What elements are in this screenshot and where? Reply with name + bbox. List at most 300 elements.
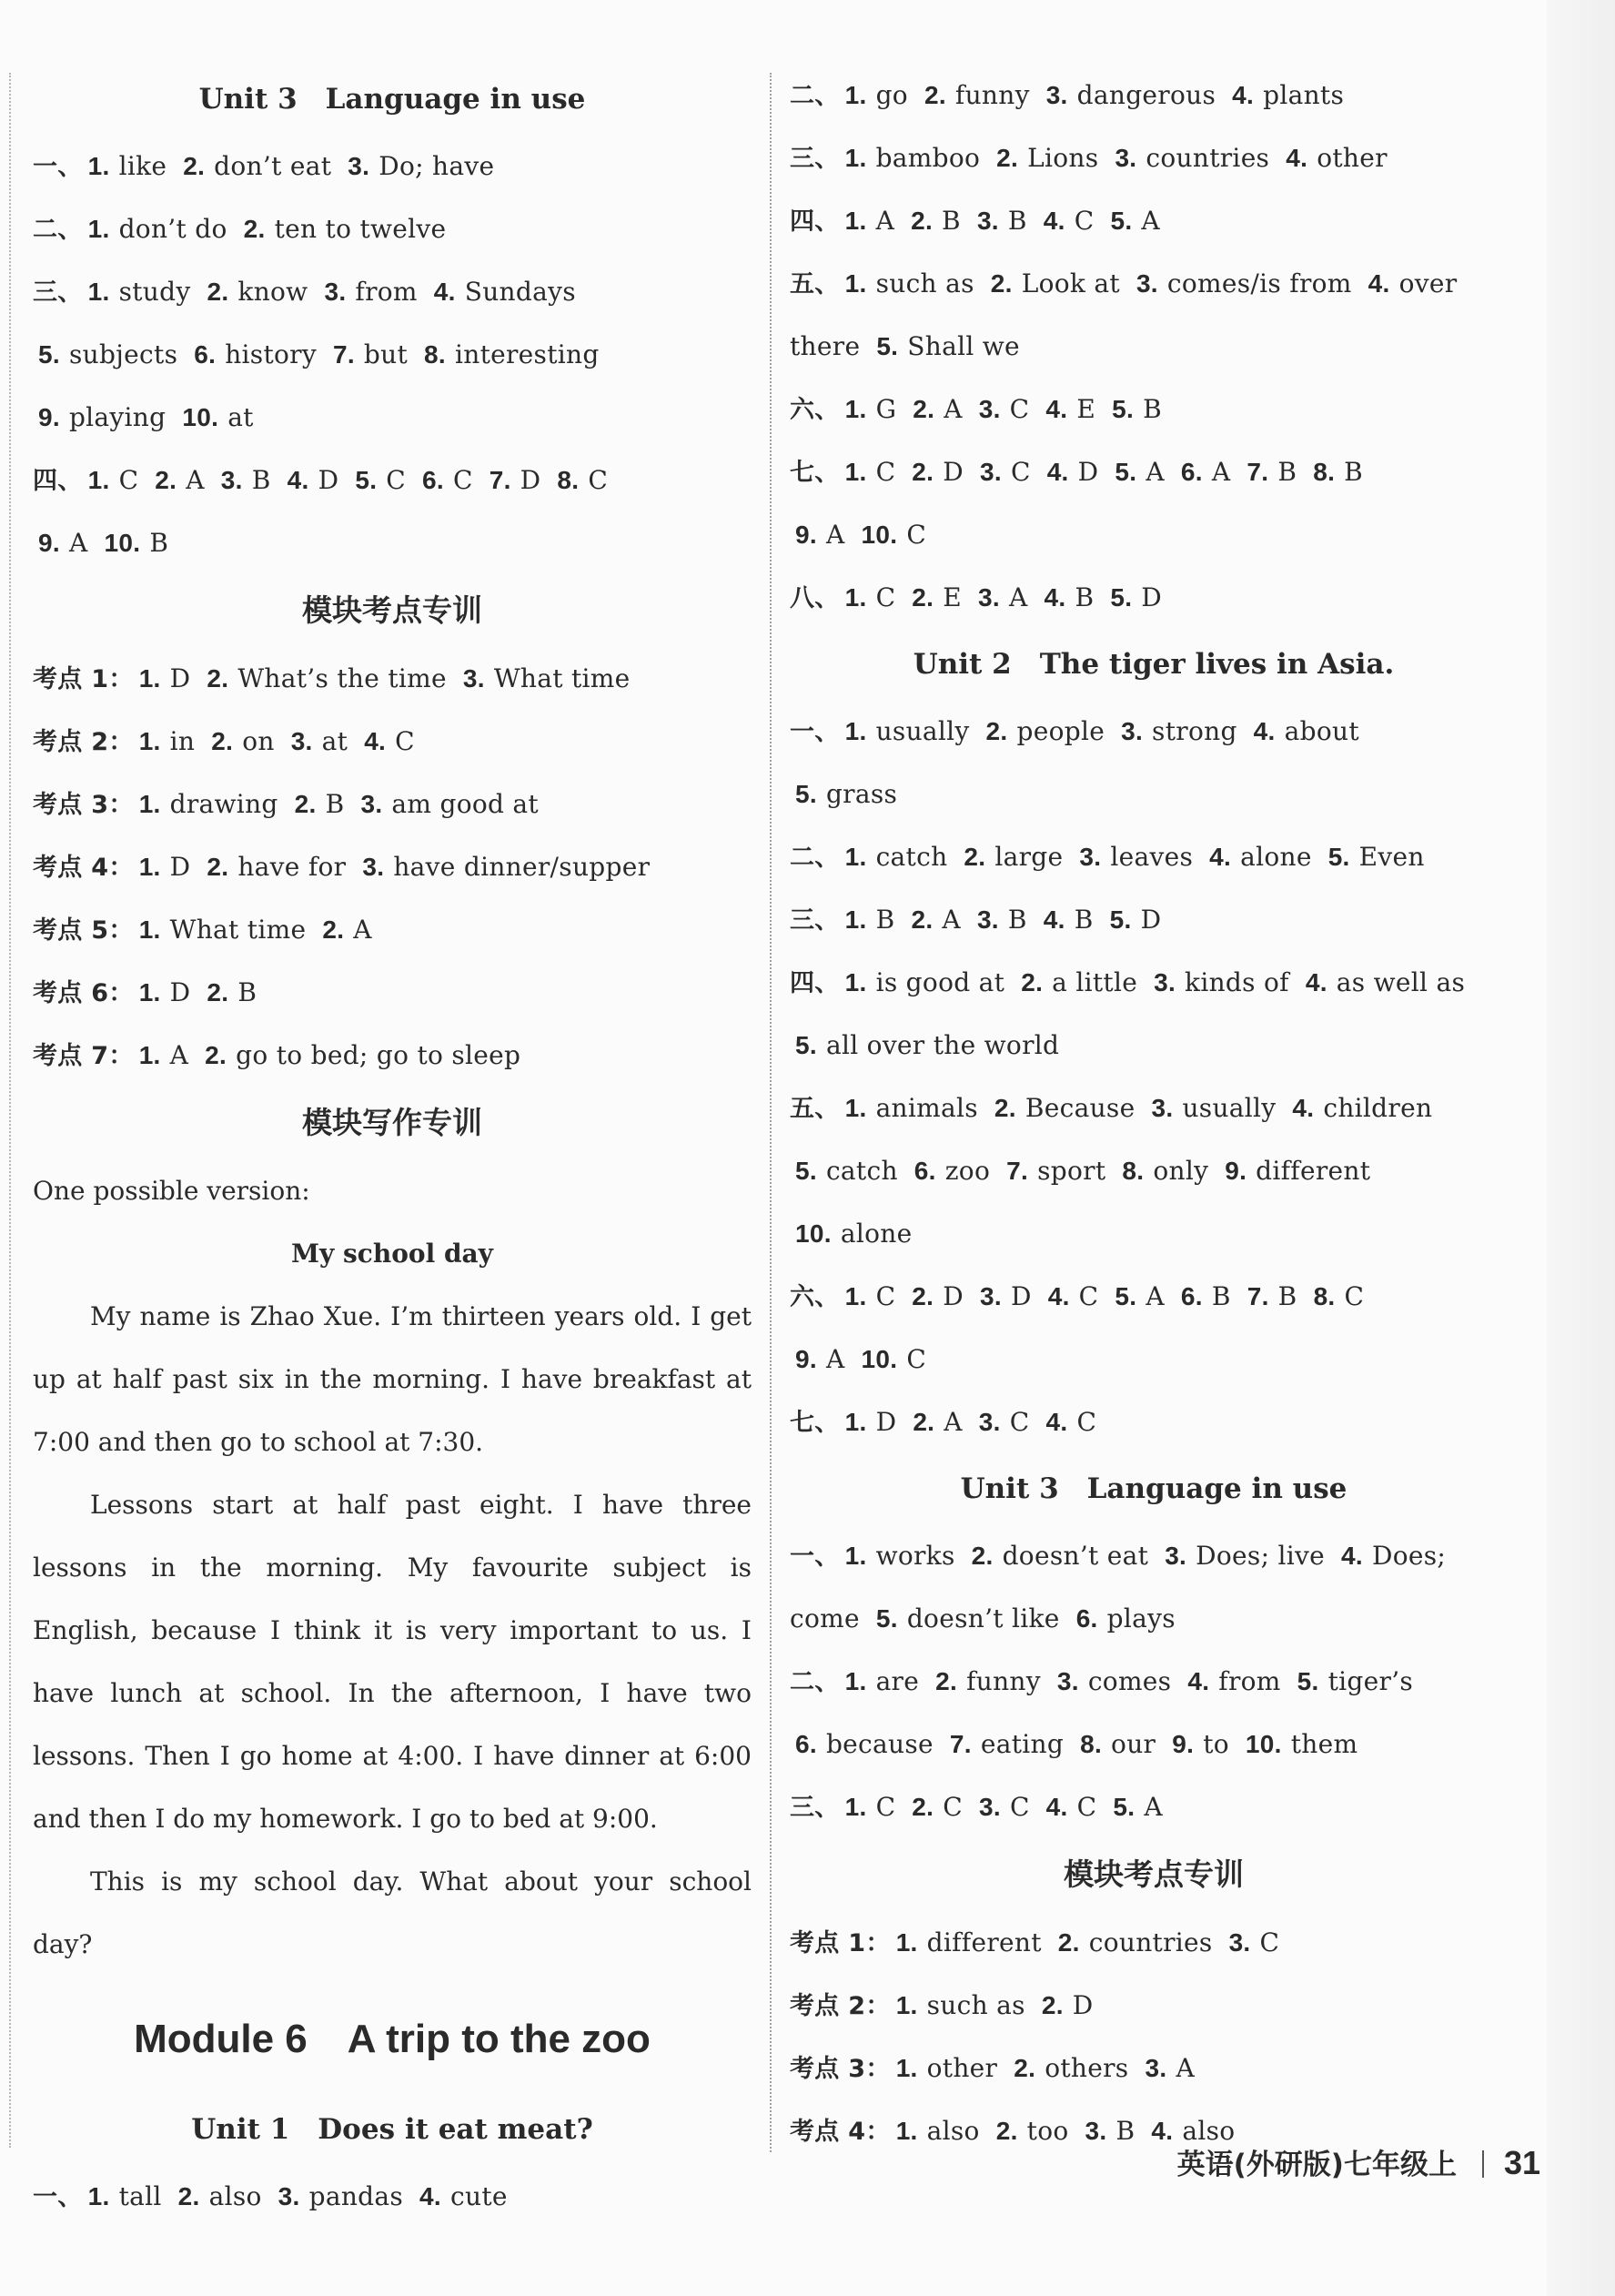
answer-text: A [1146, 1281, 1165, 1311]
answer-text: A [186, 465, 205, 495]
question-label: 考点 7： [33, 1042, 134, 1070]
answer-text: is good at [875, 967, 1005, 997]
answer-text: animals [875, 1093, 978, 1123]
answer-text: am good at [391, 789, 539, 819]
item-number: 9. [1225, 1157, 1247, 1185]
item-number: 1. [844, 583, 867, 612]
item-number: 8. [1313, 1282, 1336, 1310]
answer-text: B [1143, 394, 1162, 424]
answer-block [33, 2165, 752, 2228]
answer-text: C [1078, 1281, 1099, 1311]
question-label: 二、 [33, 216, 83, 244]
answer-text: have dinner/supper [393, 852, 651, 882]
answer-text: ten to twelve [274, 214, 447, 244]
item-number: 4. [419, 2182, 441, 2210]
answer-text: zoo [944, 1156, 991, 1186]
item-number: 8. [424, 340, 446, 369]
answer-text: different [926, 1927, 1042, 1957]
answer-line [790, 189, 1518, 252]
question-label: 考点 6： [33, 979, 134, 1007]
item-number: 4. [1045, 1793, 1068, 1821]
item-number: 2. [177, 2182, 200, 2210]
answer-line [790, 1139, 1518, 1202]
answer-block [790, 1524, 1518, 1838]
answer-text: other [926, 2053, 998, 2083]
item-number: 3. [1056, 1667, 1079, 1695]
answer-text: A [875, 206, 895, 236]
answer-line [33, 835, 752, 898]
item-number: 1. [138, 790, 161, 818]
item-number: 2. [207, 978, 229, 1006]
item-number: 5. [1110, 207, 1133, 235]
answer-text: C [875, 1281, 896, 1311]
answer-text: C [1074, 206, 1095, 236]
item-number: 5. [1113, 1793, 1136, 1821]
answer-text: B [942, 206, 961, 236]
item-number: 1. [87, 2182, 110, 2210]
item-number: 3. [1085, 2117, 1107, 2145]
answer-text: usually [875, 716, 970, 746]
question-label: 考点 2： [33, 728, 134, 756]
answer-text: tall [118, 2181, 162, 2211]
answer-text: B [1277, 457, 1297, 487]
answer-text: D [1140, 905, 1162, 935]
answer-text: kinds of [1185, 967, 1289, 997]
answer-text: C [452, 465, 473, 495]
answer-line [790, 1391, 1518, 1453]
answer-text: Even [1358, 842, 1425, 872]
item-number: 3. [1151, 1094, 1174, 1122]
section-heading: Unit 1 Does it eat meat? [191, 2113, 593, 2146]
item-number: 4. [1043, 207, 1065, 235]
answer-line [790, 1911, 1518, 1974]
answer-text: leaves [1110, 842, 1194, 872]
answer-text: Look at [1021, 268, 1120, 298]
answer-line [33, 647, 752, 710]
item-number: 8. [557, 466, 580, 494]
answer-line [790, 888, 1518, 951]
answer-text: drawing [169, 789, 278, 819]
right-column [790, 64, 1518, 2162]
item-number: 2. [912, 583, 934, 612]
item-number: 1. [895, 2117, 918, 2145]
item-number: 8. [1080, 1730, 1103, 1758]
item-number: 1. [844, 905, 867, 934]
question-label: 五、 [790, 270, 840, 298]
item-number: 3. [290, 727, 313, 755]
item-number: 2. [913, 1408, 935, 1436]
answer-line [33, 710, 752, 773]
answer-line [790, 763, 1518, 825]
item-number: 10. [182, 403, 219, 431]
answer-text: a little [1052, 967, 1138, 997]
item-number: 8. [1313, 458, 1336, 486]
answer-text: come [790, 1603, 860, 1633]
answer-text: D [1077, 457, 1099, 487]
item-number: 1. [138, 853, 161, 881]
question-label: 七、 [790, 459, 840, 487]
item-number: 10. [104, 529, 141, 557]
answer-text: countries [1088, 1927, 1213, 1957]
answer-text: there [790, 331, 861, 361]
answer-text: works [875, 1541, 955, 1571]
answer-line [790, 126, 1518, 189]
item-number: 1. [138, 1041, 161, 1069]
answer-line [33, 386, 752, 449]
item-number: 5. [795, 780, 817, 808]
answer-text: but [363, 339, 409, 369]
answer-line [790, 1650, 1518, 1713]
column-divider [770, 73, 772, 2152]
item-number: 1. [844, 1408, 867, 1436]
item-number: 2. [1057, 1928, 1080, 1957]
item-number: 2. [994, 1094, 1016, 1122]
answer-line [33, 773, 752, 835]
answer-text: cute [450, 2181, 508, 2211]
item-number: 5. [876, 332, 899, 360]
answer-text: B [325, 789, 345, 819]
item-number: 4. [1286, 144, 1308, 172]
item-number: 6. [1180, 458, 1203, 486]
answer-text: A [1144, 1792, 1163, 1822]
answer-line [33, 1024, 752, 1087]
item-number: 5. [1109, 905, 1132, 934]
answer-text: because [825, 1729, 934, 1759]
answer-text: B [1277, 1281, 1297, 1311]
answer-line [790, 378, 1518, 440]
answer-text: C [588, 465, 609, 495]
item-number: 4. [1151, 2117, 1174, 2145]
answer-line [33, 197, 752, 260]
question-label: 四、 [790, 207, 840, 236]
answer-text: D [943, 1281, 964, 1311]
answer-text: What time [169, 915, 307, 945]
question-label: 五、 [790, 1095, 840, 1123]
answer-text: C [395, 726, 415, 756]
item-number: 3. [976, 905, 999, 934]
answer-text: go to bed; go to sleep [236, 1040, 521, 1070]
answer-line [790, 825, 1518, 888]
item-number: 4. [287, 466, 309, 494]
answer-text: other [1317, 143, 1388, 173]
item-number: 4. [1043, 905, 1065, 934]
answer-text: D [943, 457, 964, 487]
answer-text: B [1075, 582, 1095, 612]
answer-text: C [1010, 457, 1031, 487]
item-number: 5. [1112, 395, 1135, 423]
item-number: 5. [1327, 843, 1350, 871]
answer-text: G [875, 394, 897, 424]
answer-line [790, 1587, 1518, 1650]
section-heading: Unit 3 Language in use [198, 83, 586, 116]
item-number: 9. [38, 529, 60, 557]
item-number: 3. [976, 207, 999, 235]
answer-line [790, 252, 1518, 315]
item-number: 3. [1121, 717, 1144, 745]
answer-text: catch [825, 1156, 898, 1186]
answer-text: from [355, 277, 418, 307]
item-number: 3. [978, 583, 1000, 612]
answer-text: too [1026, 2116, 1069, 2146]
answer-text: C [875, 457, 896, 487]
page-number: 31 [1503, 2144, 1540, 2181]
answer-line [33, 2165, 752, 2228]
answer-text: usually [1182, 1093, 1277, 1123]
answer-line [33, 260, 752, 323]
answer-text: at [227, 402, 254, 432]
item-number: 2. [913, 395, 935, 423]
item-number: 2. [912, 1282, 934, 1310]
answer-text: funny [966, 1666, 1041, 1696]
answer-text: Sundays [464, 277, 576, 307]
answer-text: A [1176, 2053, 1195, 2083]
answer-text: D [1010, 1281, 1032, 1311]
answer-line [790, 440, 1518, 503]
answer-text: Does; live [1196, 1541, 1326, 1571]
answer-text: D [1141, 582, 1163, 612]
question-label: 一、 [790, 718, 840, 746]
answer-line [790, 1265, 1518, 1328]
answer-text: don’t eat [214, 151, 332, 181]
section-heading: 模块考点专训 [302, 592, 482, 628]
item-number: 1. [844, 207, 867, 235]
item-number: 1. [138, 727, 161, 755]
item-number: 3. [1115, 144, 1137, 172]
item-number: 1. [844, 395, 867, 423]
item-number: 4. [1209, 843, 1232, 871]
item-number: 3. [980, 458, 1002, 486]
item-number: 2. [183, 152, 206, 180]
item-number: 9. [1172, 1730, 1195, 1758]
answer-text: interesting [454, 339, 600, 369]
question-label: 六、 [790, 396, 840, 424]
question-label: 一、 [790, 1542, 840, 1571]
answer-text: bamboo [875, 143, 981, 173]
item-number: 3. [978, 1408, 1001, 1436]
item-number: 1. [844, 81, 867, 109]
item-number: 2. [912, 1793, 934, 1821]
answer-text: C [1344, 1281, 1365, 1311]
item-number: 1. [895, 1991, 918, 2019]
item-number: 5. [795, 1157, 817, 1185]
answer-line [33, 323, 752, 386]
item-number: 2. [996, 144, 1019, 172]
answer-text: dangerous [1076, 80, 1216, 110]
answer-text: A [1146, 457, 1165, 487]
answer-text: B [1211, 1281, 1231, 1311]
item-number: 2. [911, 207, 934, 235]
answer-text: D [1072, 1990, 1094, 2020]
question-label: 一、 [33, 153, 83, 181]
answer-line [33, 898, 752, 961]
answer-text: A [1141, 206, 1160, 236]
question-label: 三、 [33, 278, 83, 307]
item-number: 1. [138, 978, 161, 1006]
answer-text: A [68, 528, 88, 558]
item-number: 1. [844, 144, 867, 172]
answer-text: them [1290, 1729, 1358, 1759]
answer-text: only [1153, 1156, 1209, 1186]
item-number: 1. [844, 458, 867, 486]
answer-line [790, 951, 1518, 1014]
item-number: 5. [1115, 458, 1137, 486]
question-label: 二、 [790, 844, 840, 872]
item-number: 3. [1045, 81, 1068, 109]
answer-text: others [1045, 2053, 1129, 2083]
item-number: 4. [1047, 1282, 1070, 1310]
item-number: 4. [1044, 583, 1066, 612]
answer-text: doesn’t like [906, 1603, 1060, 1633]
answer-text: are [875, 1666, 920, 1696]
item-number: 5. [1110, 583, 1133, 612]
item-number: 5. [355, 466, 378, 494]
item-number: 3. [1079, 843, 1102, 871]
item-number: 4. [1253, 717, 1276, 745]
answer-line [33, 511, 752, 574]
answer-text: What’s the time [237, 663, 447, 693]
item-number: 4. [1305, 968, 1327, 996]
answer-line [790, 1202, 1518, 1265]
item-number: 7. [1006, 1157, 1029, 1185]
answer-text: B [1074, 905, 1094, 935]
item-number: 1. [138, 664, 161, 693]
item-number: 4. [1045, 395, 1068, 423]
answer-text: A [825, 1344, 845, 1374]
item-number: 1. [87, 278, 110, 306]
item-number: 2. [935, 1667, 958, 1695]
answer-line [790, 64, 1518, 126]
answer-text: people [1016, 716, 1105, 746]
essay-paragraph: This is my school day. What about your school day? [33, 1866, 752, 1959]
page-shadow [1547, 0, 1615, 2296]
item-number: 6. [913, 1157, 936, 1185]
answer-text: C [1076, 1792, 1097, 1822]
answer-text: B [1115, 2116, 1136, 2146]
answer-text: also [1182, 2116, 1236, 2146]
question-label: 考点 1： [33, 665, 134, 693]
answer-line [790, 1524, 1518, 1587]
answer-line [790, 1328, 1518, 1391]
item-number: 3. [978, 395, 1001, 423]
essay-paragraph: Lessons start at half past eight. I have three lessons in the morning. My favourite subject is English, because I think it is very important to us. I have lunch at school. In the afternoon, I have two lessons. Then I go home at 4:00. I have dinner at 6:00 and then I do my homework. I go to bed at 9:00. [33, 1490, 752, 1834]
item-number: 2. [911, 905, 934, 934]
question-label: 二、 [790, 1668, 840, 1696]
question-label: 三、 [790, 906, 840, 935]
answer-line [790, 2037, 1518, 2099]
answer-text: about [1284, 716, 1359, 746]
answer-text: C [118, 465, 139, 495]
question-label: 二、 [790, 82, 840, 110]
item-number: 10. [795, 1219, 832, 1248]
item-number: 2. [1041, 1991, 1064, 2019]
answer-text: such as [875, 268, 974, 298]
version-label: One possible version: [33, 1176, 310, 1206]
answer-text: study [118, 277, 191, 307]
answer-line [33, 961, 752, 1024]
page-footer [1177, 2140, 1540, 2186]
answer-line [33, 449, 752, 511]
answer-text: history [225, 339, 317, 369]
answer-line [33, 135, 752, 197]
answer-text: know [237, 277, 308, 307]
answer-text: D [169, 663, 191, 693]
item-number: 4. [1187, 1667, 1210, 1695]
item-number: 10. [861, 1345, 898, 1373]
answer-block [33, 647, 752, 1087]
item-number: 3. [1136, 269, 1158, 298]
item-number: 2. [211, 727, 234, 755]
answer-text: B [1344, 457, 1364, 487]
question-label: 七、 [790, 1409, 840, 1437]
answer-text: countries [1146, 143, 1270, 173]
answer-text: large [994, 842, 1064, 872]
item-number: 6. [795, 1730, 817, 1758]
item-number: 6. [1075, 1604, 1098, 1633]
essay-paragraph: My name is Zhao Xue. I’m thirteen years old. I get up at half past six in the morning. I have breakfast at 7:00 and then go to school at 7:30. [33, 1301, 752, 1457]
section-heading: Unit 2 The tiger lives in Asia. [913, 648, 1395, 681]
item-number: 5. [38, 340, 60, 369]
item-number: 2. [985, 717, 1008, 745]
answer-text: C [943, 1792, 963, 1822]
item-number: 3. [348, 152, 370, 180]
answer-block [790, 700, 1518, 1453]
item-number: 2. [294, 790, 317, 818]
answer-text: comes [1087, 1666, 1172, 1696]
answer-text: tiger’s [1327, 1666, 1414, 1696]
item-number: 3. [1228, 1928, 1251, 1957]
item-number: 8. [1122, 1157, 1145, 1185]
section-heading: Unit 3 Language in use [960, 1472, 1348, 1505]
answer-line [790, 1775, 1518, 1838]
item-number: 2. [995, 2117, 1018, 2145]
answer-text: C [1259, 1927, 1280, 1957]
answer-text: A [1211, 457, 1231, 487]
item-number: 1. [844, 1667, 867, 1695]
item-number: 3. [980, 1282, 1002, 1310]
item-number: 3. [278, 2182, 300, 2210]
item-number: 3. [360, 790, 383, 818]
answer-text: A [353, 915, 372, 945]
question-label: 考点 3： [790, 2055, 891, 2083]
answer-text: D [169, 977, 191, 1007]
answer-text: doesn’t eat [1002, 1541, 1149, 1571]
answer-text: funny [954, 80, 1030, 110]
item-number: 1. [87, 466, 110, 494]
question-label: 三、 [790, 1794, 840, 1822]
item-number: 2. [205, 1041, 227, 1069]
item-number: 2. [990, 269, 1013, 298]
answer-text: C [1009, 1407, 1030, 1437]
item-number: 6. [422, 466, 444, 494]
answer-text: like [118, 151, 167, 181]
answer-text: C [1009, 1792, 1030, 1822]
question-label: 考点 3： [33, 791, 134, 819]
answer-text: alone [1240, 842, 1312, 872]
answer-text: A [944, 394, 963, 424]
answer-block [790, 64, 1518, 629]
item-number: 2. [207, 853, 229, 881]
item-number: 2. [964, 843, 986, 871]
answer-text: don’t do [118, 214, 227, 244]
answer-text: B [875, 905, 895, 935]
item-number: 7. [489, 466, 511, 494]
answer-text: C [875, 1792, 896, 1822]
answer-text: eating [980, 1729, 1065, 1759]
item-number: 2. [1021, 968, 1044, 996]
item-number: 4. [364, 727, 387, 755]
answer-text: have for [237, 852, 347, 882]
item-number: 9. [795, 1345, 817, 1373]
